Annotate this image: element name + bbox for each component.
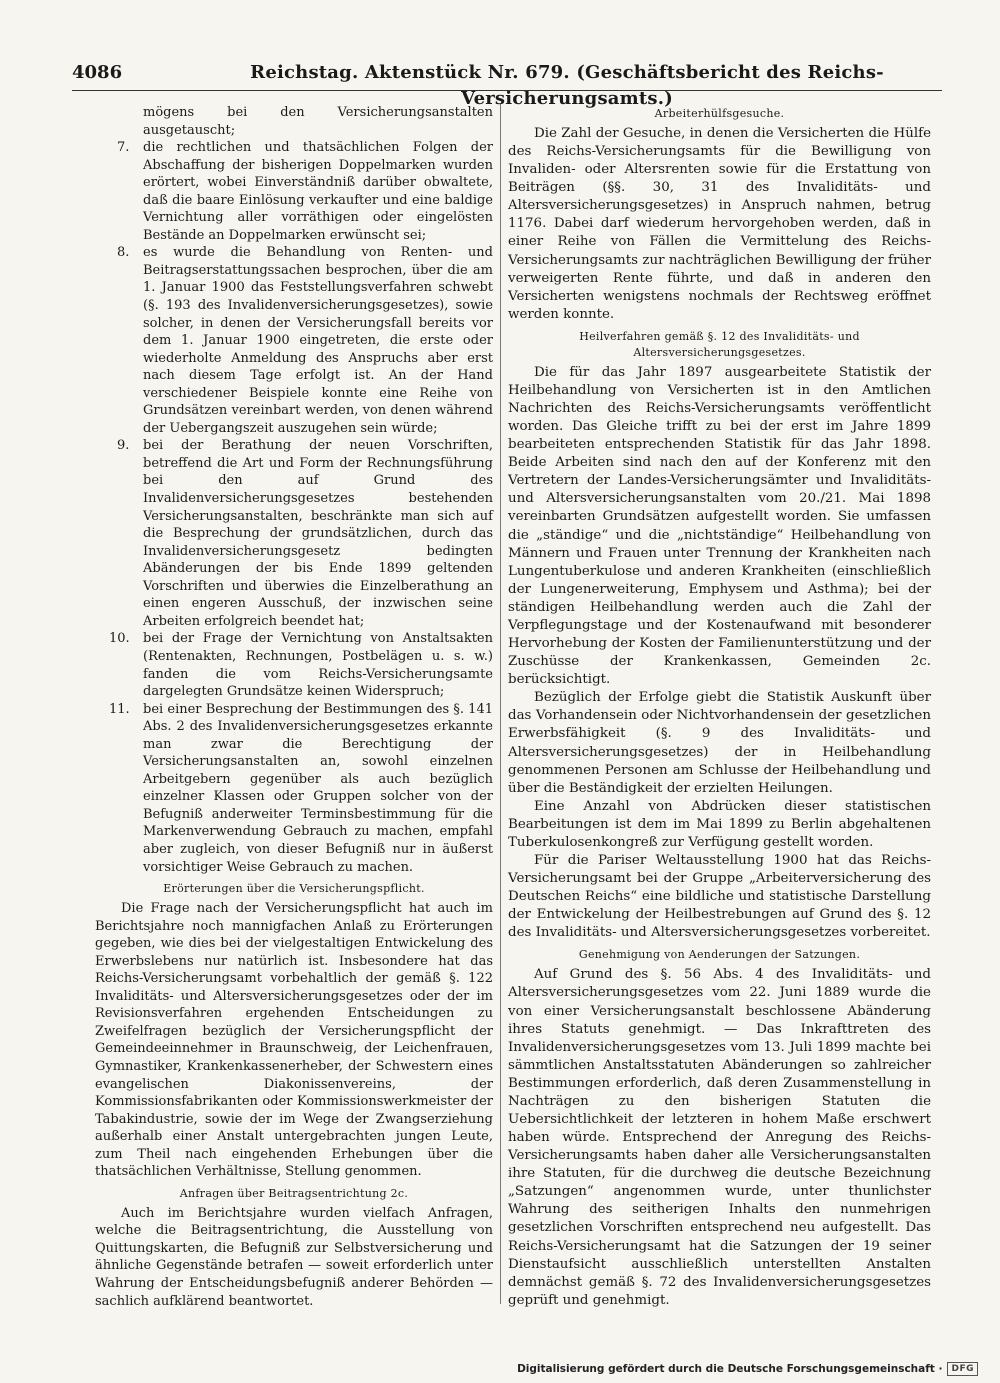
section-heading: Anfragen über Beitragsentrichtung 2c.: [179, 1186, 409, 1200]
paragraph: Für die Pariser Weltausstellung 1900 hat das Reichs-Versicherungsamt bei der Gruppe „Arbeiterversicherung des Deutschen Reichs“ eine bildliche und statistische Darstellung der Entwickelung der Heilbestrebungen auf Grund des §. 12 des Invaliditäts- und Altersversicherungsgesetzes vorbereitet.: [508, 852, 931, 941]
paragraph: Die Zahl der Gesuche, in denen die Versicherten die Hülfe des Reichs-Versicherungsamts für die Bewilligung von Invaliden- oder Altersrenten sowie für die Erstattung von Beiträgen (§§. 30, 31 des Invaliditäts- und Altersversicherungsgesetzes) in Anspruch nahmen, betrug 1176. Dabei darf wiederum hervorgehoben werden, daß in einer Reihe von Fällen die Vermittelung des Reichs-Versicherungsamts zur nachträglichen Bewilligung der früher verweigerten Rente führte, und daß in anderen den Versicherten wenigstens nochmals der Rechtsweg eröffnet werden konnte.: [508, 126, 931, 322]
dfg-logo-icon: DFG: [947, 1362, 978, 1376]
item-number: 11.: [109, 701, 130, 717]
item-number: 7.: [117, 140, 130, 156]
digitization-credit: [517, 1362, 978, 1376]
item-text: die rechtlichen und thatsächlichen Folgen der Abschaffung der bisherigen Doppelmarken wurden erörtert, wobei Einverständniß darüber obwaltete, daß die baare Einlösung verkaufter und eine baldige Vernichtung aller vorräthigen oder eingelösten Bestände an Doppelmarken erwünscht sei;: [143, 140, 493, 243]
list-item: [95, 244, 493, 437]
running-title: Reichstag. Aktenstück Nr. 679. (Geschäftsbericht des Reichs-Versicherungsamts.): [250, 62, 884, 109]
list-item: [95, 437, 493, 630]
paragraph: Auch im Berichtsjahre wurden vielfach Anfragen, welche die Beitragsentrichtung, die Ausstellung von Quittungskarten, die Befugniß zur Selbstversicherung und ähnliche Gegenstände betrafen — soweit erforderlich unter Wahrung der Entscheidungsbefugniß anderer Behörden — sachlich aufklärend beantwortet.: [95, 1205, 493, 1309]
item-text: bei der Frage der Vernichtung von Anstaltsakten (Rentenakten, Rechnungen, Postbelägen u. s. w.) fanden die vom Reichs-Versicherungsamte dargelegten Grundsätze keinen Widerspruch;: [143, 631, 493, 700]
item-text: bei der Berathung der neuen Vorschriften, betreffend die Art und Form der Rechnungsführung bei den auf Grund des Invalidenversicherungsgesetzes bestehenden Versicherungsanstalten, beschränkte man sich auf die Besprechung der grundsätzlichen, durch das Invalidenversicherungsgesetz bedingten Abänderungen der bis Ende 1899 geltenden Vorschriften und überwies die Einzelberathung an einen engeren Ausschuß, der inzwischen seine Arbeiten erfolgreich beendet hat;: [143, 438, 493, 629]
paragraph: Die Frage nach der Versicherungspflicht hat auch im Berichtsjahre noch mannigfachen Anlaß zu Erörterungen gegeben, wie dies bei der vielgestaltigen Entwickelung des Erwerbslebens nur natürlich ist. Insbesondere hat das Reichs-Versicherungsamt vorbehaltlich der gemäß §. 122 Invaliditäts- und Altersversicherungsgesetzes oder der im Revisionsverfahren ergehenden Entscheidungen zu Zweifelfragen bezüglich der Versicherungspflicht der Gemeindeeinnehmer in Braunschweig, der Leichenfrauen, Gymnastiker, Krankenkassenerheber, der Schwestern eines evangelischen Diakonissenvereins, der Kommissionsfabrikanten oder Kommissionswerkmeister der Tabakindustrie, sowie der im Wege der Zwangserziehung außerhalb einer Anstalt untergebrachten jungen Leute, zum Theil nach eingehenden Erhebungen über die thatsächlichen Verhältnisse, Stellung genommen.: [95, 901, 493, 1180]
continued-line: mögens bei den Versicherungsanstalten ausgetauscht;: [143, 105, 493, 138]
section-heading: Genehmigung von Aenderungen der Satzungen.: [578, 948, 861, 962]
list-item: [95, 630, 493, 700]
item-text: bei einer Besprechung der Bestimmungen des §. 141 Abs. 2 des Invalidenversicherungsgesetzes erkannte man zwar die Berechtigung der Versicherungsanstalten an, sowohl einzelnen Arbeitgebern gegenüber als auch bezüglich einzelner Klassen oder Gruppen solcher von der Befugniß anderweiter Terminsbestimmung für die Markenverwendung Gebrauch zu machen, empfahl aber zugleich, von dieser Befugniß nur in äußerst vorsichtiger Weise Gebrauch zu machen.: [143, 701, 493, 875]
section-heading: Erörterungen über die Versicherungspflicht.: [163, 882, 425, 896]
list-item: [95, 701, 493, 876]
paragraph: Die für das Jahr 1897 ausgearbeitete Statistik der Heilbehandlung von Versicherten ist in den Amtlichen Nachrichten des Reichs-Versicherungsamts veröffentlicht worden. Das Gleiche trifft zu bei der erst im Jahre 1899 bearbeiteten entsprechenden Statistik für das Jahr 1898. Beide Arbeiten sind nach den auf der Konferenz mit den Vertretern der Landes-Versicherungsämter und Invaliditäts- und Altersversicherungsanstalten vom 20./21. Mai 1898 vereinbarten Grundsätzen aufgestellt worden. Sie umfassen die „ständige“ und die „nichtständige“ Heilbehandlung von Männern und Frauen unter Trennung der Krankheiten nach Lungentuberkulose und anderen Krankheiten (einschließlich der Lungenerweiterung, Emphysem und Asthma); bei der ständigen Heilbehandlung werden auch die Zahl der Verpflegungstage und der Kostenaufwand mit besonderer Hervorhebung der Kosten der Familienunterstützung und der Zuschüsse der Krankenkassen, Gemeinden 2c. berücksichtigt.: [508, 364, 931, 688]
right-column: [508, 104, 931, 1310]
list-item: [95, 139, 493, 244]
item-number: 10.: [109, 631, 130, 647]
left-column: [95, 104, 493, 1310]
header-rule: [72, 90, 942, 91]
section-heading: Arbeiterhülfsgesuche.: [654, 107, 785, 120]
paragraph: Auf Grund des §. 56 Abs. 4 des Invaliditäts- und Altersversicherungsgesetzes vom 22. Juni 1889 wurde die von einer Versicherungsanstalt beschlossene Abänderung ihres Statuts genehmigt. — Das Inkrafttreten des Invalidenversicherungsgesetzes vom 13. Juli 1899 machte bei sämmtlichen Anstaltsstatuten Abänderungen so zahlreicher Bestimmungen erforderlich, daß deren Zusammenstellung in Nachträgen zu den bisherigen Statuten die Uebersichtlichkeit der letzteren in hohem Maße erschwert haben würde. Entsprechend der Anregung des Reichs-Versicherungsamts haben daher alle Versicherungsanstalten ihre Statuten, für die durchweg die deutsche Bezeichnung „Satzungen“ angenommen wurde, unter thunlichster Wahrung des seitherigen Inhalts den nunmehrigen gesetzlichen Vorschriften entsprechend neu aufgestellt. Das Reichs-Versicherungsamt hat die Satzungen der 19 seiner Dienstaufsicht ausschließlich unterstellten Anstalten demnächst gemäß §. 72 des Invalidenversicherungsgesetzes geprüft und genehmigt.: [508, 967, 931, 1308]
page-header: [72, 60, 942, 109]
paragraph: Eine Anzahl von Abdrücken dieser statistischen Bearbeitungen ist dem im Mai 1899 zu Berlin abgehaltenen Tuberkulosenkongreß zur Verfügung gestellt worden.: [508, 798, 931, 850]
item-text: es wurde die Behandlung von Renten- und Beitragserstattungssachen besprochen, über die am 1. Januar 1900 das Feststellungsverfahren schwebt (§. 193 des Invalidenversicherungsgesetzes), sowie solcher, in denen der Versicherungsfall bereits vor dem 1. Januar 1900 eingetreten, die erste oder wiederholte Anmeldung des Anspruchs aber erst nach diesem Tage erfolgt ist. An der Hand verschiedener Beispiele konnte eine Reihe von Grundsätzen vereinbart werden, von denen während der Uebergangszeit auszugehen sein würde;: [143, 245, 493, 436]
paragraph: Bezüglich der Erfolge giebt die Statistik Auskunft über das Vorhandensein oder Nichtvorhandensein der gesetzlichen Erwerbsfähigkeit (§. 9 des Invaliditäts- und Altersversicherungsgesetzes) der in Heilbehandlung genommenen Personen am Schlusse der Heilbehandlung und über die Beständigkeit der erzielten Heilungen.: [508, 690, 931, 796]
item-number: 9.: [117, 438, 130, 454]
column-divider: [500, 104, 501, 1304]
item-number: 8.: [117, 245, 130, 261]
credit-text: Digitalisierung gefördert durch die Deutsche Forschungsgemeinschaft ·: [517, 1363, 943, 1375]
section-heading: Heilverfahren gemäß §. 12 des Invaliditäts- und Altersversicherungsgesetzes.: [579, 329, 860, 359]
page-number: 4086: [72, 62, 123, 83]
